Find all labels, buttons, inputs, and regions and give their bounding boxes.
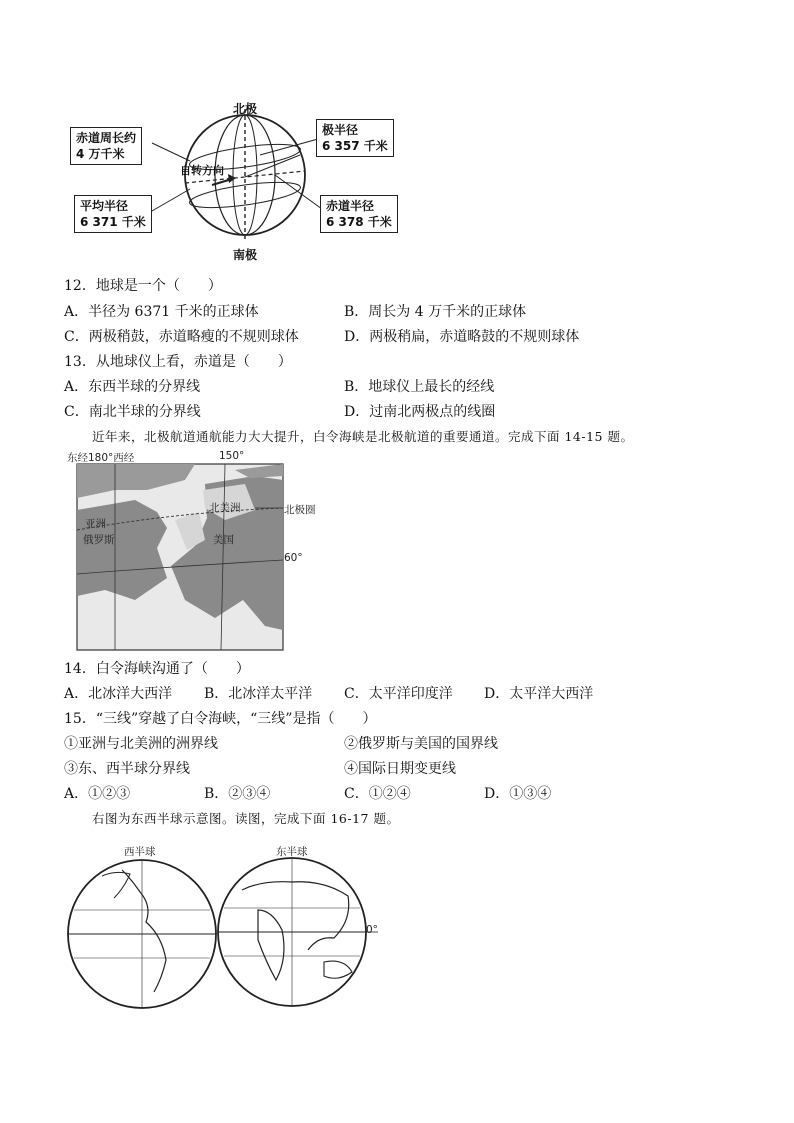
question-14-stem: 14．白令海峡沟通了（ ）: [64, 661, 250, 677]
q14-option-a[interactable]: A．北冰洋大西洋: [64, 686, 173, 702]
map-label-usa: 美国: [213, 534, 234, 546]
hemisphere-drawing: [62, 840, 392, 1020]
intro-16-17: 右图为东西半球示意图。读图，完成下面 16-17 题。: [92, 811, 400, 826]
map-label-arctic-circle: 北极圈: [284, 504, 316, 516]
east-hemisphere-label: 东半球: [276, 846, 308, 858]
bering-map-drawing: [75, 450, 325, 652]
north-pole-label: 北极: [233, 102, 258, 116]
map-label-asia: 亚洲: [85, 518, 106, 530]
hemisphere-map: [62, 840, 392, 1020]
map-label-russia: 俄罗斯: [83, 534, 115, 546]
map-label-150: 150°: [219, 450, 245, 462]
mean-radius-line2: 6 371 千米: [80, 215, 146, 229]
q14-option-c[interactable]: C．太平洋印度洋: [344, 686, 453, 702]
question-15-stem: 15．“三线”穿越了白令海峡，“三线”是指（ ）: [64, 711, 377, 727]
map-label-north-america: 北美洲: [209, 502, 241, 514]
q14-option-b[interactable]: B．北冰洋太平洋: [204, 686, 313, 702]
question-13-stem: 13．从地球仪上看，赤道是（ ）: [64, 354, 292, 370]
q15-option-a[interactable]: A．①②③: [64, 786, 131, 802]
equator-circumference-line2: 4 万千米: [76, 147, 125, 161]
polar-radius-line2: 6 357 千米: [322, 139, 388, 153]
equatorial-radius-line1: 赤道半径: [326, 199, 375, 213]
q15-statement-2: ②俄罗斯与美国的国界线: [344, 736, 498, 752]
globe-figure: [60, 95, 400, 265]
q12-option-b[interactable]: B．周长为 4 万千米的正球体: [344, 304, 527, 320]
q12-option-a[interactable]: A．半径为 6371 千米的正球体: [64, 304, 259, 320]
mean-radius-box: [74, 195, 152, 233]
equatorial-radius-line2: 6 378 千米: [326, 215, 392, 229]
q15-option-d[interactable]: D．①③④: [484, 786, 552, 802]
q12-option-c[interactable]: C．两极稍鼓，赤道略瘦的不规则球体: [64, 329, 299, 345]
q15-option-c[interactable]: C．①②④: [344, 786, 411, 802]
polar-radius-line1: 极半径: [322, 123, 359, 137]
q13-option-a[interactable]: A．东西半球的分界线: [64, 379, 201, 395]
equator-circumference-box: [70, 127, 142, 165]
mean-radius-line1: 平均半径: [80, 199, 129, 213]
q15-option-b[interactable]: B．②③④: [204, 786, 271, 802]
q13-option-b[interactable]: B．地球仪上最长的经线: [344, 379, 495, 395]
q13-option-d[interactable]: D．过南北两极点的线圈: [344, 404, 496, 420]
equatorial-radius-box: [320, 195, 398, 233]
map-label-60: 60°: [284, 552, 303, 564]
equator-circumference-line1: 赤道周长约: [76, 131, 137, 145]
q13-option-c[interactable]: C．南北半球的分界线: [64, 404, 201, 420]
q14-option-d[interactable]: D．太平洋大西洋: [484, 686, 594, 702]
q12-option-d[interactable]: D．两极稍扁，赤道略鼓的不规则球体: [344, 329, 580, 345]
q15-statement-1: ①亚洲与北美洲的洲界线: [64, 736, 218, 752]
equator-label: 0°: [366, 924, 378, 936]
polar-radius-box: [316, 119, 394, 157]
west-hemisphere-label: 西半球: [124, 846, 156, 858]
south-pole-label: 南极: [233, 248, 258, 262]
intro-14-15: 近年来，北极航道通航能力大大提升，白令海峡是北极航道的重要通道。完成下面 14-15 题。: [92, 429, 634, 444]
rotation-label: 自转方向: [180, 164, 224, 177]
question-12-stem: 12．地球是一个（ ）: [64, 278, 222, 294]
q15-statement-4: ④国际日期变更线: [344, 761, 456, 777]
bering-strait-map: [67, 450, 325, 652]
q15-statement-3: ③东、西半球分界线: [64, 761, 190, 777]
map-label-180-lon: 东经180°西经: [67, 452, 135, 464]
